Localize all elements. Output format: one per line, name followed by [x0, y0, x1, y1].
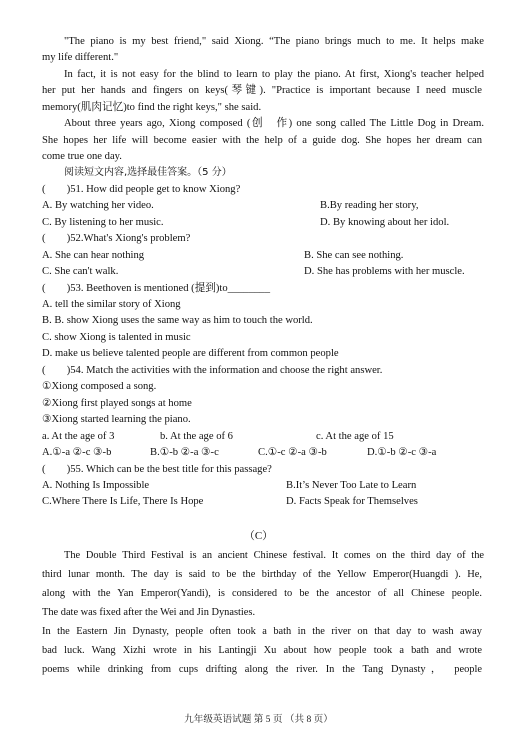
age-row	[42, 429, 482, 445]
passage-line: her put her hands and fingers on keys(琴键). "Practice is important because I need muscle	[42, 85, 482, 96]
question-53-stem: ( )53. Beethoven is mentioned (提到)to________	[42, 283, 271, 294]
option-d[interactable]: D.①-b ②-c ③-a	[367, 447, 437, 458]
passage-c-line: In the Eastern Jin Dynasty, people often took a bath in the river on that day to wash away	[42, 626, 482, 637]
question-51-options-row	[42, 198, 482, 214]
option-c[interactable]: C. show Xiong is talented in music	[42, 332, 191, 343]
option-d[interactable]: D. make us believe talented people are different from common people	[42, 348, 339, 359]
passage-c-line: along with the Yan Emperor(Yandi), is considered to be the ancestor of all Chinese people.	[42, 588, 482, 599]
option-a[interactable]: A. tell the similar story of Xiong	[42, 299, 181, 310]
option-a[interactable]: A.①-a ②-c ③-b	[42, 447, 112, 458]
question-55-options-row	[42, 478, 482, 494]
question-55-stem: ( )55. Which can be the best title for this passage?	[42, 464, 272, 475]
question-55-options-row	[42, 494, 482, 510]
activity-item: ③Xiong started learning the piano.	[42, 414, 191, 425]
activity-item: ②Xiong first played songs at home	[42, 398, 192, 409]
activity-item: ①Xiong composed a song.	[42, 381, 157, 392]
age-c: c. At the age of 15	[316, 431, 394, 442]
question-54-stem: ( )54. Match the activities with the information and choose the right answer.	[42, 365, 383, 376]
option-c[interactable]: C. She can't walk.	[42, 266, 119, 277]
option-b[interactable]: B.①-b ②-a ③-c	[150, 447, 219, 458]
section-c-heading: （C）	[243, 530, 274, 542]
passage-line: "The piano is my best friend," said Xiong. “The piano brings much to me. It helps make	[64, 36, 484, 47]
option-c[interactable]: C.Where There Is Life, There Is Hope	[42, 496, 204, 507]
passage-c-line: poems while drinking from cups drifting along the river. In the Tang Dynasty， people	[42, 664, 482, 675]
passage-c-line: The Double Third Festival is an ancient Chinese festival. It comes on the third day of the	[64, 550, 484, 561]
passage-line: About three years ago, Xiong composed (创 作) one song called The Little Dog in Dream.	[64, 118, 484, 129]
passage-line: memory(肌肉记忆)to find the right keys," she said.	[42, 102, 262, 113]
page-footer: 九年级英语试题 第 5 页 （共 8 页）	[184, 714, 333, 725]
passage-line: In fact, it is not easy for the blind to learn to play the piano. At first, Xiong's teacher helped	[64, 69, 484, 80]
option-a[interactable]: A. She can hear nothing	[42, 250, 145, 261]
question-54-options-row	[42, 445, 482, 461]
passage-line: my life different."	[42, 52, 119, 63]
option-c[interactable]: C.①-c ②-a ③-b	[258, 447, 327, 458]
option-d[interactable]: D. By knowing about her idol.	[320, 217, 450, 228]
option-b[interactable]: B. B. show Xiong uses the same way as him to touch the world.	[42, 315, 313, 326]
passage-line: She hopes her life will become easier with the help of a guide dog. She hopes her dream can	[42, 135, 482, 146]
question-52-options-row	[42, 264, 482, 280]
option-a[interactable]: A. Nothing Is Impossible	[42, 480, 150, 491]
option-d[interactable]: D. She has problems with her muscle.	[304, 266, 465, 277]
age-b: b. At the age of 6	[160, 431, 233, 442]
option-c[interactable]: C. By listening to her music.	[42, 217, 164, 228]
option-d[interactable]: D. Facts Speak for Themselves	[286, 496, 418, 507]
option-b[interactable]: B.By reading her story,	[320, 200, 419, 211]
instructions: 阅读短文内容,选择最佳答案。（5 分）	[64, 167, 232, 178]
question-52-options-row	[42, 248, 482, 264]
option-b[interactable]: B. She can see nothing.	[304, 250, 404, 261]
passage-c-line: The date was fixed after the Wei and Jin Dynasties.	[42, 607, 256, 618]
option-b[interactable]: B.It’s Never Too Late to Learn	[286, 480, 417, 491]
question-51-options-row	[42, 215, 482, 231]
passage-line: come true one day.	[42, 151, 122, 162]
passage-c-line: bad luck. Wang Xizhi wrote in his Lantingji Xu about how people took a bath and wrote	[42, 645, 482, 656]
question-52-stem: ( )52.What's Xiong's problem?	[42, 233, 191, 244]
option-a[interactable]: A. By watching her video.	[42, 200, 154, 211]
question-51-stem: ( )51. How did people get to know Xiong?	[42, 184, 241, 195]
age-a: a. At the age of 3	[42, 431, 115, 442]
passage-c-line: third lunar month. The day is said to be the birthday of the Yellow Emperor(Huangdi ). He,	[42, 569, 482, 580]
